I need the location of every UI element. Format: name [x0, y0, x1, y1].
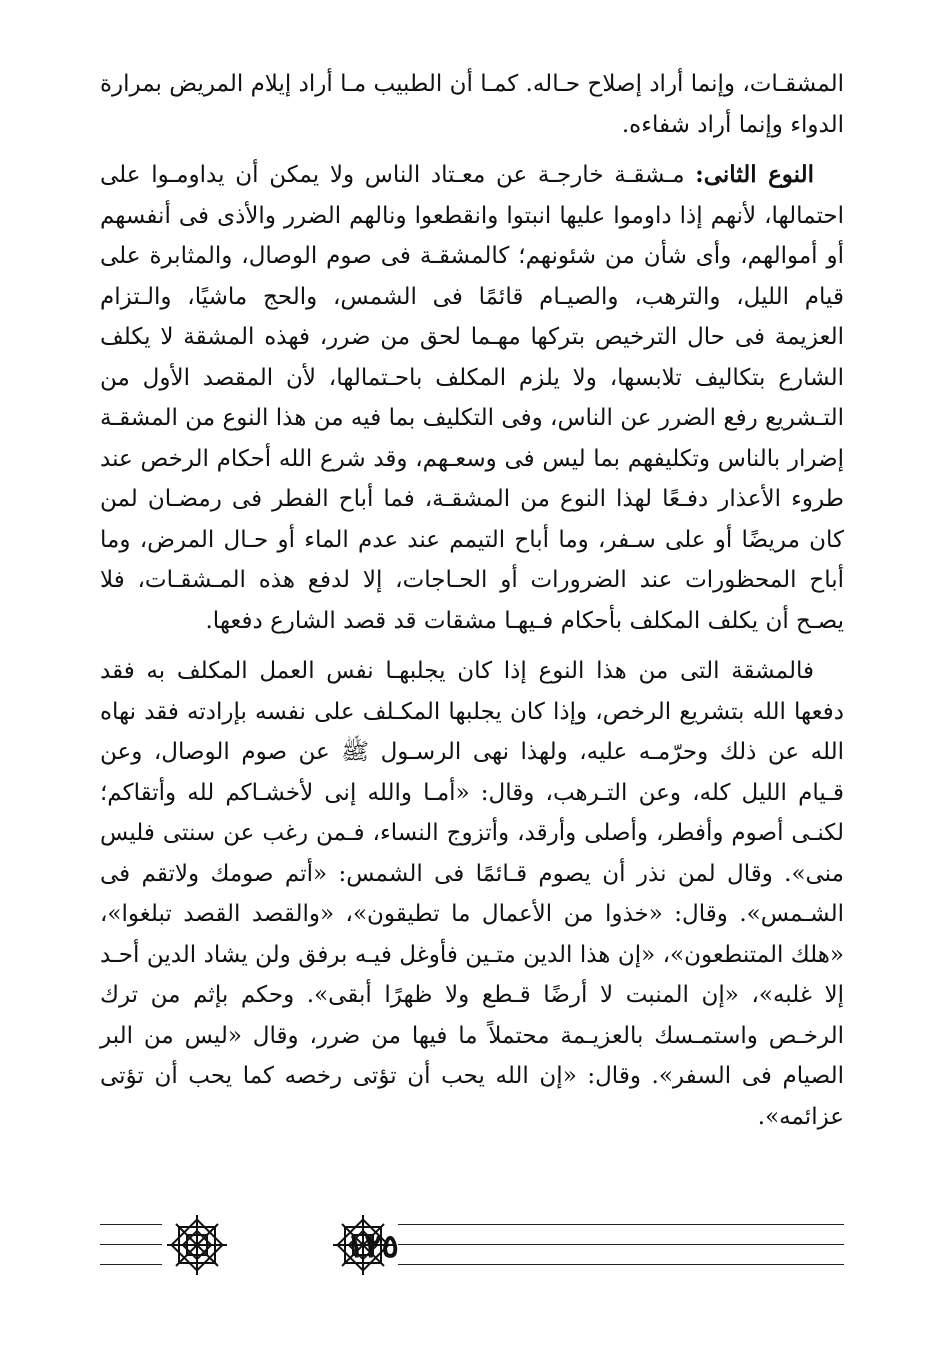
paragraph-3: فالمشقة التى من هذا النوع إذا كان يجلبهـا نفس العمل المكلف به فقد دفعها الله بتشريع الرخص، وإذا كان يجلبها المكـلف على نفسه بإرادته فقد نهاه الله عن ذلك وحرّمـه عليه، ولهذا نهى الرسـول ﷺ عن صوم الوصال، وعن قـيام الليل كله، وعن التـرهب، وقال: «أمـا والله إنى لأخشـاكم لله وأتقاكم؛ لكنـى أصوم وأفطر، وأصلى وأرقد، وأتزوج النساء، فـمن رغب عن سنتى فليس منى». وقال لمن نذر أن يصوم قـائمًا فى الشمس: «أتم صومك ولاتقم فى الشـمس». وقال: «خذوا من الأعمال ما تطيقون»، «والقصد القصد تبلغوا»، «هلك المتنطعون»، «إن هذا الدين متـين فأوغل فيـه برفق ولن يشاد الدين أحـد إلا غلبه»، «إن المنبت لا أرضًا قـطع ولا ظهرًا أبقى». وحكم بإثم من ترك الرخـص واستمـسك بالعزيـمة محتملاً ما فيها من ضرر، وقال «ليس من البر الصيام فى السفر». وقال: «إن الله يحب أن تؤتى رخصه كما يحب أن تؤتى عزائمه». [100, 658, 844, 1130]
footer-rule-left-1 [100, 1224, 162, 1225]
footer-rule-right-3 [398, 1264, 844, 1265]
paragraph-2 [100, 155, 844, 641]
star-ornament-icon [328, 1210, 398, 1280]
paragraph-2-text: مـشقـة خارجـة عن معـتاد الناس ولا يمكن أن يداومـوا على احتمالها، لأنهم إذا داوموا عليها انبتوا وانقطعوا ونالهم الضرر والأذى فى أنفسهم أو أموالهم، وأى شأن من شئونهم؛ كالمشقـة فى صوم الوصال، والمثابرة على قيام الليل، والترهب، والصيـام قائمًا فى الشمس، والحج ماشيًا، والـتزام العزيمة فى حال الترخيص بتركها مهـما لحق من ضرر، فهذه المشقة لا يكلف الشارع بتكاليف تلابسها، ولا يلزم المكلف باحـتمالها، لأن المقصد الأول من التـشريع رفع الضرر عن الناس، وفى التكليف بما فيه من هذا النوع من المشقـة إضرار بالناس وتكليفهم بما ليس فى وسعـهم، وقد شرع الله أحكام الرخص عند طروء الأعذار دفـعًا لهذا النوع من المشقـة، فما أباح الفطر فى رمضـان لمن كان مريضًا أو على سـفر، وما أباح التيمم عند عدم الماء أو حـال المرض، وما أباح المحظورات عند الضرورات أو الحـاجات، إلا لدفع هذه المـشقـات، فلا يصـح أن يكلف المكلف بأحكام فـيهـا مشقات قد قصد الشارع دفعها. [100, 162, 844, 634]
footer-rule-left-3 [100, 1264, 162, 1265]
star-ornament-icon [162, 1210, 232, 1280]
footer-rule-right-1 [398, 1224, 844, 1225]
footer-rule-left-2 [100, 1244, 162, 1245]
paragraph-1: المشقـات، وإنما أراد إصلاح حـاله. كمـا أن الطبيب مـا أراد إيلام المريض بمرارة الدواء وإنما أراد شفاءه. [100, 71, 844, 138]
page-body [100, 64, 844, 1147]
paragraph-2-lead: النوع الثانى: [695, 161, 815, 188]
footer-rule-right-2 [398, 1244, 844, 1245]
page-footer [100, 1210, 844, 1280]
page-number: ١٢٥ [347, 1227, 399, 1265]
